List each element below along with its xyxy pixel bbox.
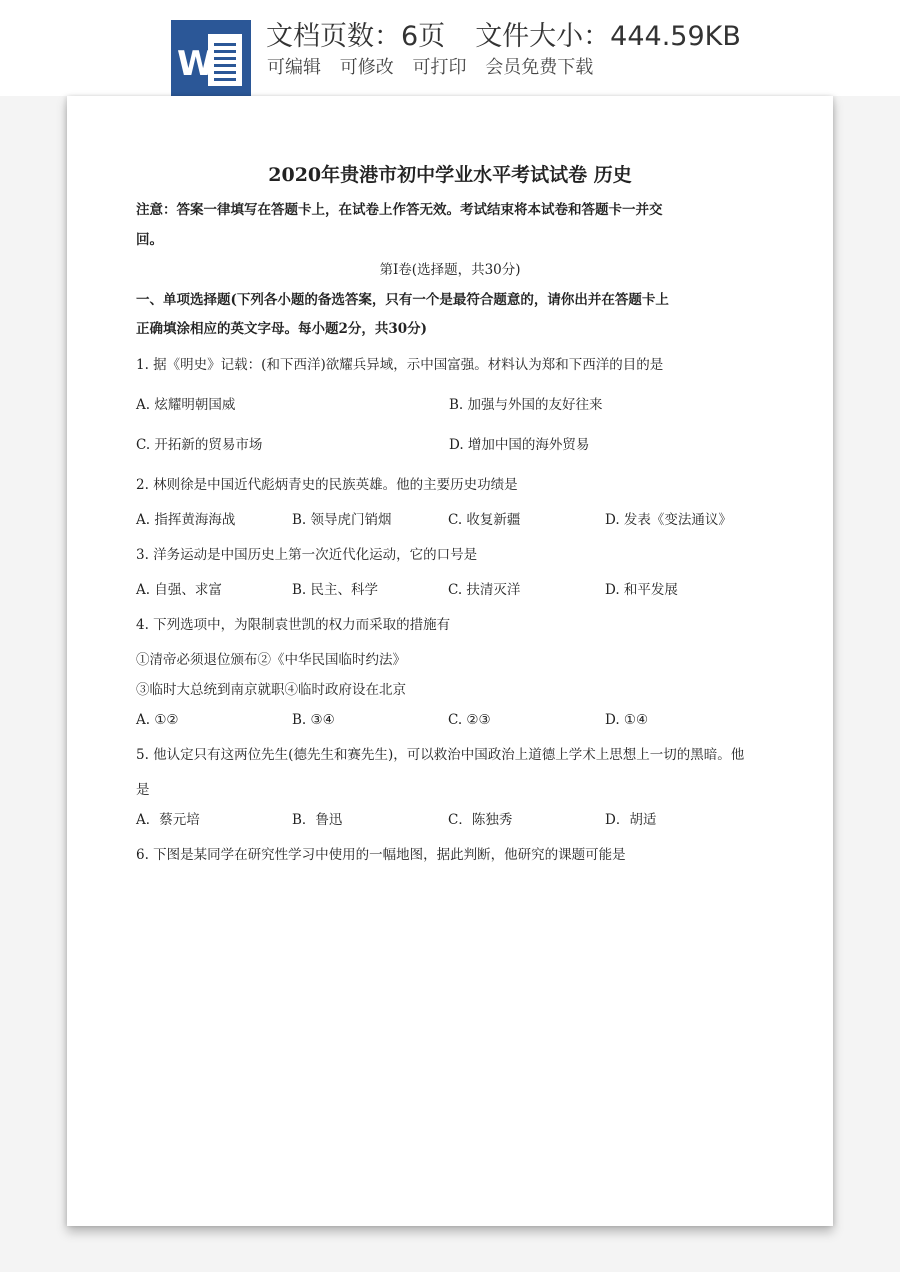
question-4-item-line-1: ①清帝必须退位颁布②《中华民国临时约法》 [136, 652, 406, 668]
feature-free-download: 会员免费下载 [485, 57, 594, 78]
question-3-option-c: C. 扶清灭洋 [448, 582, 521, 598]
feature-list [267, 56, 602, 80]
question-5-option-b: B．鲁迅 [292, 812, 343, 828]
document-page [67, 96, 833, 1226]
page-count: 文档页数：6页 [266, 21, 446, 52]
question-2-option-d: D. 发表《变法通议》 [605, 512, 732, 528]
part-instructions-line-1: 一、单项选择题(下列各小题的备选答案，只有一个是最符合题意的，请你出并在答题卡上 [136, 292, 669, 308]
question-4-option-c: C. ②③ [448, 712, 491, 728]
page-title: 2020年贵港市初中学业水平考试试卷 历史 [268, 164, 632, 186]
file-info-header [0, 0, 900, 96]
feature-printable: 可打印 [412, 57, 467, 78]
question-4-item-line-2: ③临时大总统到南京就职④临时政府设在北京 [136, 682, 406, 698]
question-4-stem: 4. 下列选项中，为限制袁世凯的权力而采取的措施有 [136, 617, 451, 633]
section-title: 第Ⅰ卷(选择题，共30分) [379, 262, 521, 278]
question-5-stem-line-1: 5. 他认定只有这两位先生(德先生和赛先生)，可以救治中国政治上道德上学术上思想上一切的黑暗。他 [136, 747, 745, 763]
question-2-option-b: B. 领导虎门销烟 [292, 512, 392, 528]
word-icon [171, 20, 251, 96]
question-1-stem: 1. 据《明史》记载：(和下西洋)欲耀兵异域，示中国富强。材料认为郑和下西洋的目的是 [136, 357, 664, 373]
question-2-option-a: A. 指挥黄海海战 [136, 512, 236, 528]
question-1-option-a: A. 炫耀明朝国威 [136, 397, 236, 413]
question-4-option-b: B. ③④ [292, 712, 335, 728]
question-3-option-d: D. 和平发展 [605, 582, 678, 598]
question-3-stem: 3. 洋务运动是中国历史上第一次近代化运动，它的口号是 [136, 547, 478, 563]
question-3-option-a: A. 自强、求富 [136, 582, 222, 598]
question-4-option-a: A. ①② [136, 712, 179, 728]
question-5-stem-line-2: 是 [136, 782, 150, 798]
question-1-option-d: D. 增加中国的海外贸易 [449, 437, 590, 453]
file-stats [266, 19, 741, 55]
notice-line-1: 注意：答案一律填写在答题卡上，在试卷上作答无效。考试结束将本试卷和答题卡一并交 [136, 202, 663, 218]
question-5-option-c: C．陈独秀 [448, 812, 513, 828]
question-5-option-a: A．蔡元培 [136, 812, 200, 828]
feature-editable: 可编辑 [267, 57, 321, 78]
question-1-option-b: B. 加强与外国的友好往来 [449, 397, 603, 413]
notice-line-2: 回。 [136, 232, 163, 248]
question-2-option-c: C. 收复新疆 [448, 512, 521, 528]
question-4-option-d: D. ①④ [605, 712, 649, 728]
question-3-option-b: B. 民主、科学 [292, 582, 379, 598]
file-size: 文件大小：444.59KB [475, 21, 741, 52]
question-6-stem: 6. 下图是某同学在研究性学习中使用的一幅地图，据此判断，他研究的课题可能是 [136, 847, 626, 863]
word-w-letter: W [177, 44, 215, 84]
part-instructions-line-2: 正确填涂相应的英文字母。每小题2分，共30分) [136, 321, 428, 337]
feature-modifiable: 可修改 [339, 57, 394, 78]
question-1-option-c: C. 开拓新的贸易市场 [136, 437, 263, 453]
question-5-option-d: D．胡适 [605, 812, 657, 828]
question-2-stem: 2. 林则徐是中国近代彪炳青史的民族英雄。他的主要历史功绩是 [136, 477, 518, 493]
